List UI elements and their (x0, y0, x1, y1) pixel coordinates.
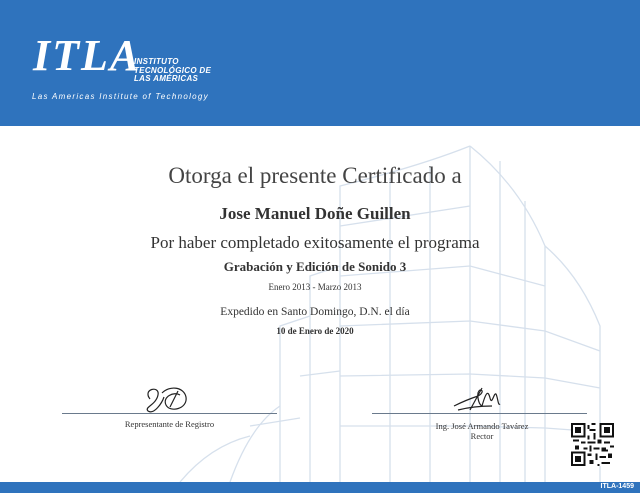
verification-qr-code[interactable] (571, 423, 614, 466)
institute-name-line-3: LAS AMÉRICAS (134, 74, 199, 83)
institute-name (134, 58, 211, 84)
grant-text: Otorga el presente Certificado a (168, 163, 462, 188)
registrar-signature (140, 383, 195, 415)
rector-name: Ing. José Armando Tavárez (435, 421, 529, 431)
rector-signature (452, 384, 502, 416)
institute-name-line-1: INSTITUTO (134, 57, 179, 66)
rector-title: Rector (470, 431, 494, 441)
issued-date: 10 de Enero de 2020 (276, 326, 354, 336)
certificate-header (0, 0, 640, 126)
institute-tagline: Las Americas Institute of Technology (32, 92, 209, 101)
program-name: Grabación y Edición de Sonido 3 (223, 259, 407, 274)
recipient-name: Jose Manuel Doñe Guillen (219, 204, 411, 223)
rector-signature-line (372, 413, 587, 414)
completion-text: Por haber completado exitosamente el programa (150, 233, 480, 252)
footer-bar (0, 482, 640, 493)
issued-text: Expedido en Santo Domingo, D.N. el día (220, 306, 410, 318)
rector-signature-block (372, 421, 592, 441)
itla-logo: ITLA (33, 31, 142, 80)
program-period: Enero 2013 - Marzo 2013 (268, 282, 362, 292)
institute-name-line-2: TECNOLÓGICO DE (134, 65, 212, 75)
registrar-signature-line (62, 413, 277, 414)
registrar-title: Representante de Registro (124, 419, 215, 429)
certificate-code: ITLA-1459 (600, 483, 634, 490)
